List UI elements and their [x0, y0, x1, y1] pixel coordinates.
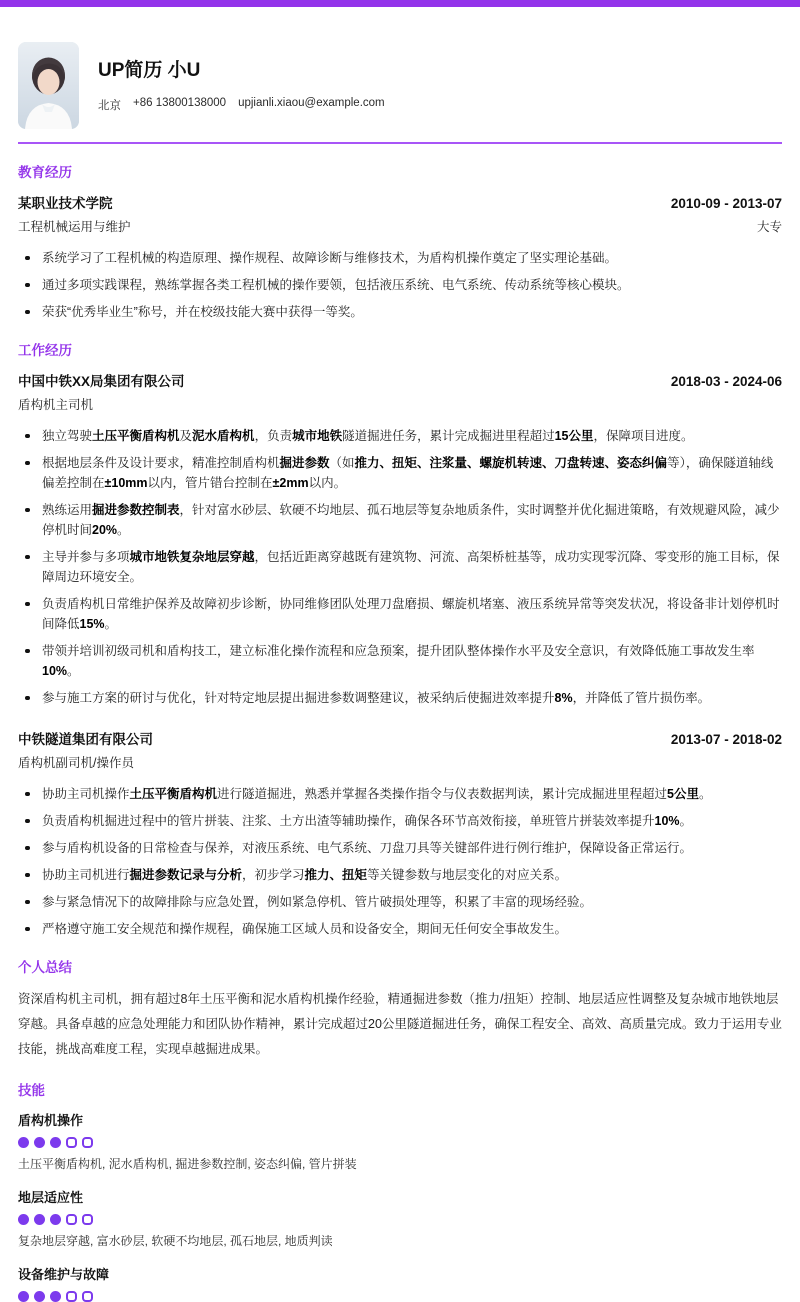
education-major: 工程机械运用与维护: [18, 220, 131, 234]
contact-location: 北京: [98, 100, 121, 112]
resume-header: [18, 42, 782, 129]
bullet-item: 负责盾构机掘进过程中的管片拼装、注浆、土方出渣等辅助操作，确保各环节高效衔接，单班管片拼装效率提升10%。: [18, 811, 782, 831]
education-section: [18, 161, 782, 322]
candidate-name: UP简历 小U: [98, 60, 201, 81]
skill-name: 设备维护与故障: [18, 1267, 110, 1282]
skill-dot-filled: [18, 1137, 29, 1148]
resume-page: [0, 42, 800, 1302]
profile-photo: [18, 42, 79, 129]
skill-dot-filled: [34, 1214, 45, 1225]
skill-dot-filled: [18, 1291, 29, 1302]
top-accent-bar: [0, 0, 800, 7]
bullet-item: 协助主司机操作土压平衡盾构机进行隧道掘进，熟悉并掌握各类操作指令与仪表数据判读，累计完成掘进里程超过5公里。: [18, 784, 782, 804]
work-section: [18, 339, 782, 939]
bullet-item: 通过多项实践课程，熟练掌握各类工程机械的操作要领，包括液压系统、电气系统、传动系统等核心模块。: [18, 275, 782, 295]
bullet-item: 系统学习了工程机械的构造原理、操作规程、故障诊断与维修技术，为盾构机操作奠定了坚实理论基础。: [18, 248, 782, 268]
contact-email: upjianli.xiaou@example.com: [238, 97, 385, 109]
contact-row: [98, 97, 385, 113]
job-entry-sub: [18, 753, 782, 771]
skill-list: [18, 1110, 782, 1302]
job-list: [18, 370, 782, 939]
section-title-skills: 技能: [18, 1083, 45, 1098]
bullet-item: 主导并参与多项城市地铁复杂地层穿越，包括近距离穿越既有建筑物、河流、高架桥桩基等，成功实现零沉降、零变形的施工目标，保障周边环境安全。: [18, 547, 782, 587]
skill-item: [18, 1264, 782, 1302]
skill-dot-empty: [66, 1291, 77, 1302]
profile-photo-image: [18, 42, 79, 129]
bullet-item: 荣获“优秀毕业生”称号，并在校级技能大赛中获得一等奖。: [18, 302, 782, 322]
section-title-summary: 个人总结: [18, 960, 72, 975]
job-entry-header: [18, 728, 782, 748]
skill-name: 盾构机操作: [18, 1113, 84, 1128]
skill-item: [18, 1187, 782, 1249]
skill-dot-filled: [50, 1214, 61, 1225]
bullet-item: 独立驾驶土压平衡盾构机及泥水盾构机，负责城市地铁隧道掘进任务，累计完成掘进里程超过15公里，保障项目进度。: [18, 426, 782, 446]
contact-phone: +86 13800138000: [133, 97, 227, 109]
job-bullets: [18, 784, 782, 939]
bullet-item: 参与施工方案的研讨与优化，针对特定地层提出掘进参数调整建议，被采纳后使掘进效率提升8%，并降低了管片损伤率。: [18, 688, 782, 708]
section-title-education: 教育经历: [18, 165, 72, 180]
job-date: 2018-03 - 2024-06: [670, 374, 782, 389]
job-bullets: [18, 426, 782, 708]
skill-level-dots: [18, 1291, 782, 1302]
header-text: [98, 42, 385, 113]
job-entry: [18, 370, 782, 708]
bullet-item: 参与紧急情况下的故障排除与应急处置，例如紧急停机、管片破损处理等，积累了丰富的现场经验。: [18, 892, 782, 912]
bullet-item: 协助主司机进行掘进参数记录与分析，初步学习推力、扭矩等关键参数与地层变化的对应关系。: [18, 865, 782, 885]
skills-section: [18, 1079, 782, 1302]
skill-dot-empty: [66, 1137, 77, 1148]
bullet-item: 严格遵守施工安全规范和操作规程，确保施工区域人员和设备安全，期间无任何安全事故发生。: [18, 919, 782, 939]
bullet-item: 带领并培训初级司机和盾构技工，建立标准化操作流程和应急预案，提升团队整体操作水平及安全意识，有效降低施工事故发生率10%。: [18, 641, 782, 681]
bullet-item: 根据地层条件及设计要求，精准控制盾构机掘进参数（如推力、扭矩、注浆量、螺旋机转速、刀盘转速、姿态纠偏等），确保隧道轴线偏差控制在±10mm以内，管片错台控制在±2mm以内。: [18, 453, 782, 493]
skill-dot-empty: [82, 1137, 93, 1148]
school-name: 某职业技术学院: [18, 196, 113, 211]
skill-keywords: 土压平衡盾构机, 泥水盾构机, 掘进参数控制, 姿态纠偏, 管片拼装: [18, 1157, 357, 1171]
skill-item: [18, 1110, 782, 1172]
job-entry-sub: [18, 395, 782, 413]
education-entry-header: [18, 192, 782, 212]
bullet-item: 负责盾构机日常维护保养及故障初步诊断，协同维修团队处理刀盘磨损、螺旋机堵塞、液压系统异常等突发状况，将设备非计划停机时间降低15%。: [18, 594, 782, 634]
job-role: 盾构机副司机/操作员: [18, 756, 134, 770]
company-name: 中铁隧道集团有限公司: [18, 732, 153, 747]
skill-dot-filled: [34, 1291, 45, 1302]
company-name: 中国中铁XX局集团有限公司: [18, 374, 185, 389]
skill-dot-filled: [18, 1214, 29, 1225]
bullet-item: 熟练运用掘进参数控制表，针对富水砂层、软硬不均地层、孤石地层等复杂地质条件，实时调整并优化掘进策略，有效规避风险，减少停机时间20%。: [18, 500, 782, 540]
bullet-item: 参与盾构机设备的日常检查与保养，对液压系统、电气系统、刀盘刀具等关键部件进行例行维护，保障设备正常运行。: [18, 838, 782, 858]
skill-dot-empty: [66, 1214, 77, 1225]
skill-level-dots: [18, 1137, 782, 1148]
skill-dot-empty: [82, 1291, 93, 1302]
skill-level-dots: [18, 1214, 782, 1225]
skill-name: 地层适应性: [18, 1190, 84, 1205]
education-entry-sub: [18, 217, 782, 235]
section-title-work: 工作经历: [18, 343, 72, 358]
education-degree: 大专: [756, 220, 782, 234]
job-role: 盾构机主司机: [18, 398, 94, 412]
summary-text: 资深盾构机主司机，拥有超过8年土压平衡和泥水盾构机操作经验，精通掘进参数（推力/扭矩）控制、地层适应性调整及复杂城市地铁地层穿越。具备卓越的应急处理能力和团队协作精神，累计完成超过20公里隧道掘进任务，确保工程安全、高效、高质量完成。致力于运用专业技能，挑战高难度工程，实现卓越掘进成果。: [18, 992, 782, 1056]
job-entry-header: [18, 370, 782, 390]
skill-dot-filled: [50, 1291, 61, 1302]
education-date: 2010-09 - 2013-07: [670, 196, 782, 211]
skill-dot-filled: [50, 1137, 61, 1148]
summary-section: [18, 956, 782, 1062]
skill-dot-filled: [34, 1137, 45, 1148]
header-divider: [18, 142, 782, 144]
education-bullets: [18, 248, 782, 322]
job-entry: [18, 728, 782, 939]
skill-dot-empty: [82, 1214, 93, 1225]
skill-keywords: 复杂地层穿越, 富水砂层, 软硬不均地层, 孤石地层, 地质判读: [18, 1234, 333, 1248]
job-date: 2013-07 - 2018-02: [670, 732, 782, 747]
